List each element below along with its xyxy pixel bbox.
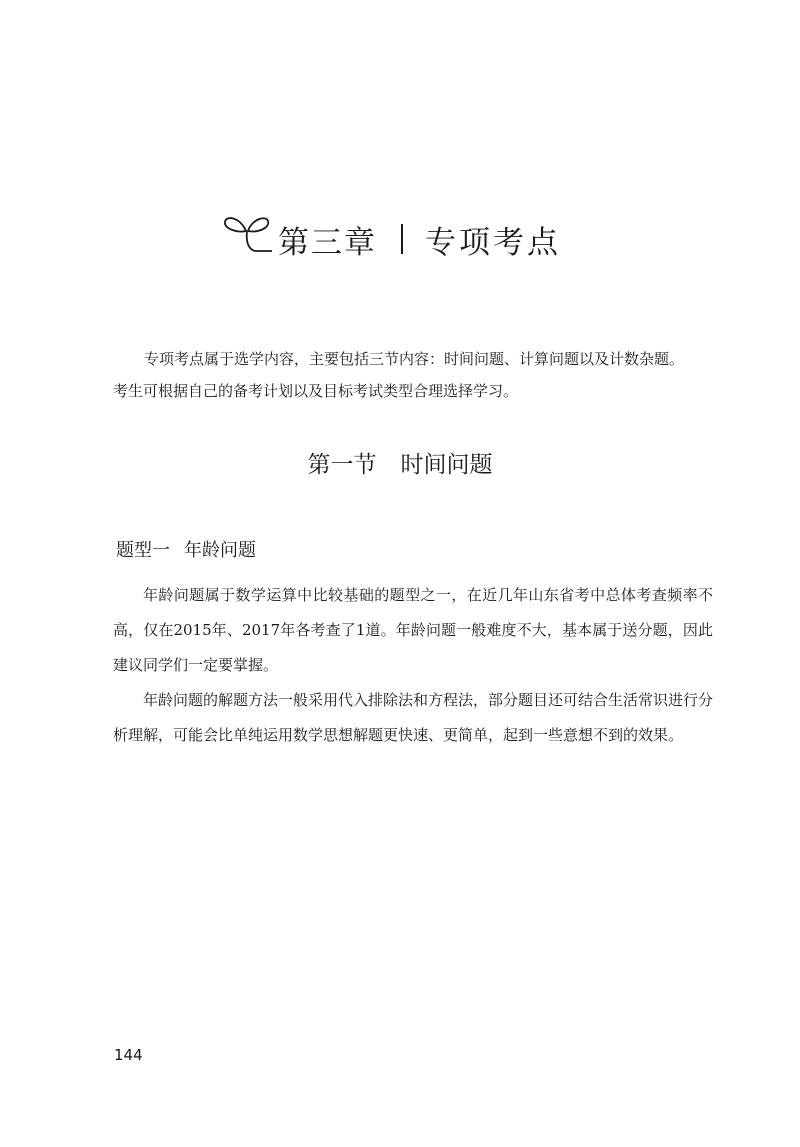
chapter-subtitle: 专项考点: [425, 224, 561, 261]
chapter-intro: [113, 343, 723, 407]
page-number: 144: [114, 1046, 143, 1064]
paragraph: 年龄问题的解题方法一般采用代入排除法和方程法，部分题目还可结合生活常识进行分析理解，可能会比单纯运用数学思想解题更快速、更简单，起到一些意想不到的效果。: [113, 691, 714, 744]
intro-line-2: 考生可根据自己的备考计划以及目标考试类型合理选择学习。: [113, 382, 519, 400]
subsection-heading: [116, 536, 256, 562]
section-number: 第一节: [307, 452, 377, 478]
section-heading: [0, 446, 800, 479]
sprout-icon: [222, 209, 274, 269]
chapter-header: [222, 204, 561, 274]
paragraph: 年龄问题属于数学运算中比较基础的题型之一，在近几年山东省考中总体考查频率不高，仅在2015年、2017年各考查了1道。年龄问题一般难度不大，基本属于送分题，因此建议同学们一定要掌握。: [113, 586, 713, 674]
body-text: [113, 578, 713, 753]
subsection-label: 题型一: [116, 540, 170, 561]
intro-line-1: 专项考点属于选学内容，主要包括三节内容：时间问题、计算问题以及计数杂题。: [144, 350, 685, 368]
chapter-divider: [401, 224, 403, 254]
subsection-title: 年龄问题: [184, 540, 256, 561]
section-title: 时间问题: [400, 452, 493, 478]
chapter-title: 第三章: [278, 224, 377, 261]
